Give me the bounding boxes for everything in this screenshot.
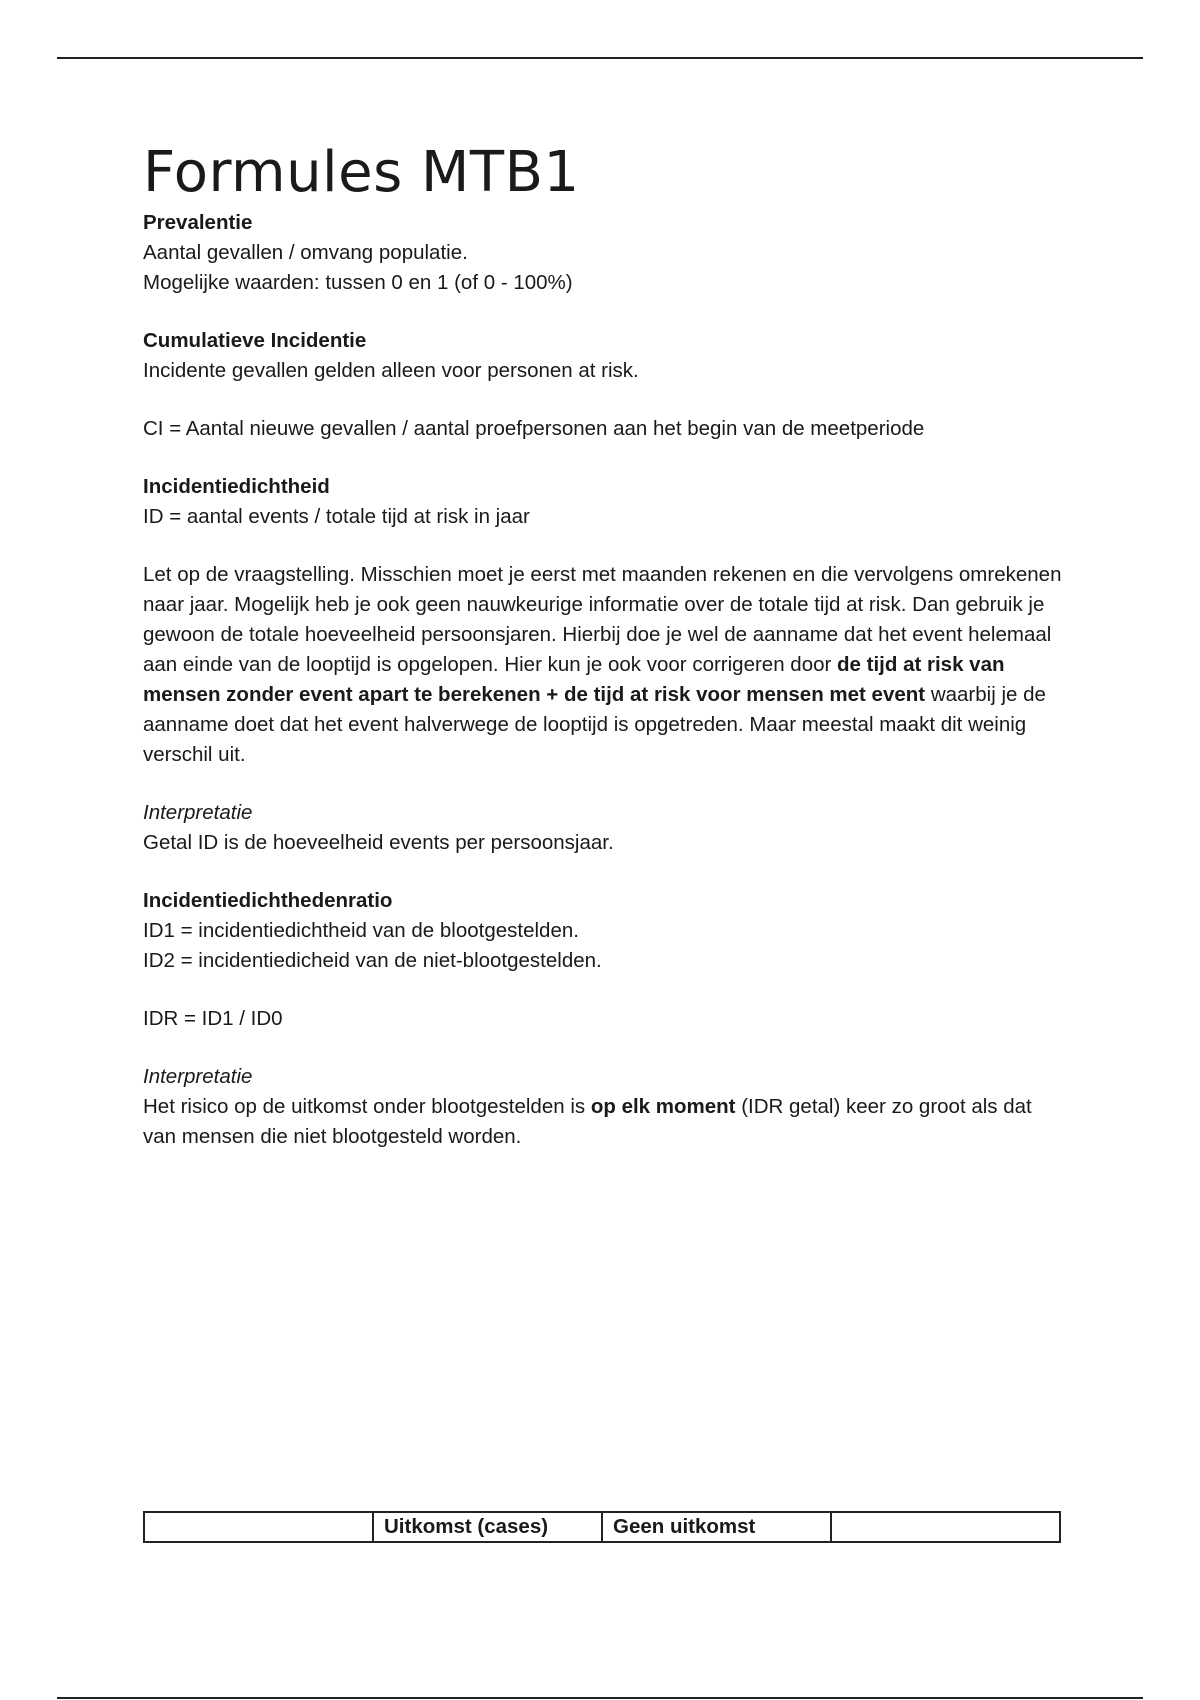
idr-interpretation-bold: op elk moment: [590, 1095, 736, 1118]
id-explanation-bold: de tijd at risk van mensen zonder event apart te berekenen + de tijd at risk voor mensen met event: [143, 653, 1005, 706]
idr-formula: IDR = ID1 / ID0: [143, 1007, 283, 1030]
section-heading-prevalentie: Prevalentie: [143, 211, 253, 234]
section-heading-incidentiedichtheid: Incidentiedichtheid: [143, 475, 330, 498]
ratio-line-2: ID2 = incidentiedicheid van de niet-blootgestelden.: [143, 949, 602, 972]
ratio-line-1: ID1 = incidentiedichtheid van de blootgestelden.: [143, 919, 579, 942]
table-header-cell: [830, 1513, 1059, 1541]
table-header-cell: [145, 1513, 372, 1541]
table-header-cell: Geen uitkomst: [601, 1513, 830, 1541]
ci-formula: CI = Aantal nieuwe gevallen / aantal proefpersonen aan het begin van de meetperiode: [143, 417, 925, 440]
document-body: [143, 140, 1063, 1152]
prevalentie-line-1: Aantal gevallen / omvang populatie.: [143, 241, 468, 264]
prevalentie-line-2: Mogelijke waarden: tussen 0 en 1 (of 0 - 100%): [143, 271, 573, 294]
id-interpretation-text: Getal ID is de hoeveelheid events per persoonsjaar.: [143, 831, 614, 854]
id-explanation-paragraph: [143, 560, 1063, 770]
section-heading-incidentiedichthedenratio: Incidentiedichthedenratio: [143, 889, 393, 912]
page-title: Formules MTB1: [143, 140, 580, 205]
cumulatieve-line-1: Incidente gevallen gelden alleen voor personen at risk.: [143, 359, 639, 382]
id-interpretation-heading: Interpretatie: [143, 801, 253, 824]
id-formula: ID = aantal events / totale tijd at risk in jaar: [143, 505, 530, 528]
section-heading-cumulatieve-incidentie: Cumulatieve Incidentie: [143, 329, 367, 352]
idr-interpretation-part-2: (IDR getal) keer zo groot als dat van mensen die niet blootgesteld worden.: [143, 1095, 1032, 1148]
bottom-rule: [57, 1697, 1143, 1699]
id-explanation-part-1: Let op de vraagstelling. Misschien moet je eerst met maanden rekenen en die vervolgens omrekenen naar jaar. Mogelijk heb je ook geen nauwkeurige informatie over de totale tijd at risk. Dan gebruik je gewoon de totale hoeveelheid persoonsjaren. Hierbij doe je wel de aanname dat het event helemaal aan einde van de looptijd is opgelopen. Hier kun je ook voor corrigeren door: [143, 563, 1062, 676]
contingency-table-header: [143, 1511, 1061, 1543]
top-rule: [57, 57, 1143, 59]
idr-interpretation-text: [143, 1092, 1063, 1152]
idr-interpretation-part-1: Het risico op de uitkomst onder blootgestelden is: [143, 1095, 591, 1118]
idr-interpretation-heading: Interpretatie: [143, 1065, 253, 1088]
id-explanation-part-2: waarbij je de aanname doet dat het event halverwege de looptijd is opgetreden. Maar meestal maakt dit weinig verschil uit.: [143, 683, 1046, 766]
table-header-cell: Uitkomst (cases): [372, 1513, 601, 1541]
